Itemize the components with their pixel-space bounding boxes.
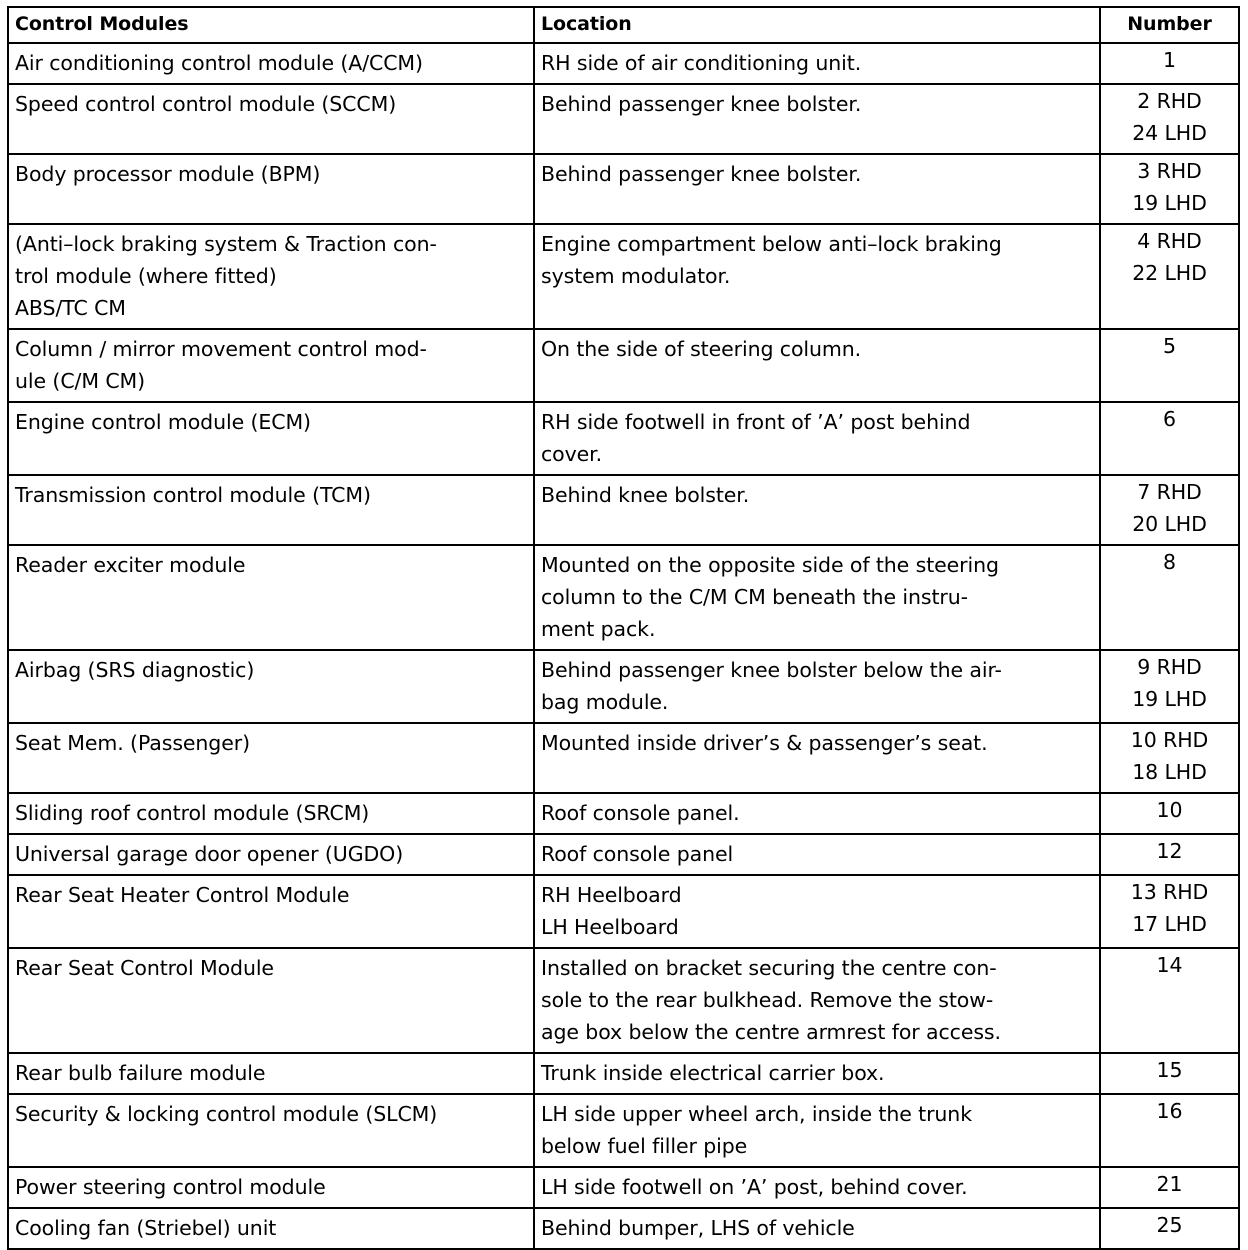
header-row: [8, 7, 1239, 43]
number-cell: [1100, 948, 1239, 1053]
module-cell-line: Transmission control module (TCM): [15, 483, 371, 507]
number-cell-line: 5: [1163, 334, 1176, 358]
number-cell: [1100, 1208, 1239, 1249]
location-cell-line: Behind passenger knee bolster below the air-: [541, 658, 1002, 682]
header-control-modules: Control Modules: [8, 7, 534, 43]
location-cell: [534, 84, 1100, 154]
module-cell-line: Body processor module (BPM): [15, 162, 321, 186]
module-cell-line: Rear Seat Control Module: [15, 956, 274, 980]
table-row: [8, 1167, 1239, 1208]
number-cell: [1100, 475, 1239, 545]
location-cell-line: sole to the rear bulkhead. Remove the stow-: [541, 988, 994, 1012]
location-cell-line: cover.: [541, 442, 603, 466]
module-cell: [8, 475, 534, 545]
number-cell: [1100, 43, 1239, 84]
module-cell: [8, 545, 534, 650]
module-cell: [8, 1053, 534, 1094]
module-cell: [8, 84, 534, 154]
location-cell-line: system modulator.: [541, 264, 731, 288]
location-cell-line: Behind passenger knee bolster.: [541, 162, 862, 186]
location-cell-line: RH Heelboard: [541, 883, 682, 907]
number-cell-line: 4 RHD: [1137, 229, 1202, 253]
table-row: [8, 1053, 1239, 1094]
module-cell: [8, 793, 534, 834]
location-cell-line: LH Heelboard: [541, 915, 679, 939]
number-cell-line: 19 LHD: [1132, 687, 1207, 711]
table-row: [8, 793, 1239, 834]
location-cell-line: Roof console panel.: [541, 801, 740, 825]
location-cell-line: LH side upper wheel arch, inside the trunk: [541, 1102, 972, 1126]
module-cell-line: ule (C/M CM): [15, 369, 146, 393]
number-cell-line: 20 LHD: [1132, 512, 1207, 536]
number-cell-line: 3 RHD: [1137, 159, 1202, 183]
module-cell: [8, 650, 534, 723]
module-cell-line: Sliding roof control module (SRCM): [15, 801, 370, 825]
location-cell: [534, 1167, 1100, 1208]
module-cell: [8, 1167, 534, 1208]
module-cell: [8, 875, 534, 948]
number-cell-line: 10: [1156, 798, 1183, 822]
table-row: [8, 875, 1239, 948]
location-cell-line: RH side of air conditioning unit.: [541, 51, 862, 75]
location-cell-line: below fuel filler pipe: [541, 1134, 748, 1158]
module-cell: [8, 329, 534, 402]
number-cell: [1100, 224, 1239, 329]
table-row: [8, 545, 1239, 650]
table-row: [8, 154, 1239, 224]
location-cell-line: Roof console panel: [541, 842, 734, 866]
number-cell-line: 15: [1156, 1058, 1183, 1082]
location-cell-line: Trunk inside electrical carrier box.: [541, 1061, 885, 1085]
location-cell: [534, 545, 1100, 650]
module-cell: [8, 723, 534, 793]
number-cell: [1100, 154, 1239, 224]
number-cell: [1100, 875, 1239, 948]
location-cell-line: LH side footwell on ’A’ post, behind cover.: [541, 1175, 968, 1199]
location-cell: [534, 875, 1100, 948]
header-number: Number: [1100, 7, 1239, 43]
number-cell-line: 12: [1156, 839, 1183, 863]
number-cell: [1100, 793, 1239, 834]
number-cell-line: 2 RHD: [1137, 89, 1202, 113]
module-cell-line: Security & locking control module (SLCM): [15, 1102, 438, 1126]
location-cell: [534, 650, 1100, 723]
location-cell: [534, 43, 1100, 84]
location-cell-line: RH side footwell in front of ’A’ post behind: [541, 410, 971, 434]
module-cell: [8, 834, 534, 875]
number-cell-line: 14: [1156, 953, 1183, 977]
module-cell: [8, 43, 534, 84]
module-cell-line: Airbag (SRS diagnostic): [15, 658, 255, 682]
control-modules-table: [7, 6, 1240, 1250]
number-cell-line: 16: [1156, 1099, 1183, 1123]
location-cell-line: Behind passenger knee bolster.: [541, 92, 862, 116]
location-cell-line: Mounted on the opposite side of the steering: [541, 553, 999, 577]
location-cell-line: Behind knee bolster.: [541, 483, 750, 507]
number-cell: [1100, 1094, 1239, 1167]
number-cell-line: 25: [1156, 1213, 1183, 1237]
location-cell: [534, 1208, 1100, 1249]
module-cell-line: ABS/TC CM: [15, 296, 126, 320]
location-cell: [534, 329, 1100, 402]
table-row: [8, 650, 1239, 723]
location-cell: [534, 1094, 1100, 1167]
module-cell: [8, 1208, 534, 1249]
location-cell: [534, 475, 1100, 545]
location-cell-line: Behind bumper, LHS of vehicle: [541, 1216, 855, 1240]
table-row: [8, 43, 1239, 84]
number-cell-line: 17 LHD: [1132, 912, 1207, 936]
number-cell: [1100, 1167, 1239, 1208]
number-cell-line: 10 RHD: [1130, 728, 1209, 752]
location-cell: [534, 1053, 1100, 1094]
module-cell-line: Engine control module (ECM): [15, 410, 311, 434]
location-cell: [534, 723, 1100, 793]
number-cell-line: 1: [1163, 48, 1176, 72]
location-cell: [534, 224, 1100, 329]
table-row: [8, 224, 1239, 329]
number-cell-line: 24 LHD: [1132, 121, 1207, 145]
location-cell-line: age box below the centre armrest for access.: [541, 1020, 1001, 1044]
location-cell-line: ment pack.: [541, 617, 656, 641]
number-cell: [1100, 834, 1239, 875]
table-row: [8, 948, 1239, 1053]
location-cell: [534, 154, 1100, 224]
module-cell-line: trol module (where fitted): [15, 264, 277, 288]
number-cell-line: 18 LHD: [1132, 760, 1207, 784]
number-cell: [1100, 1053, 1239, 1094]
module-cell-line: Seat Mem. (Passenger): [15, 731, 250, 755]
number-cell: [1100, 545, 1239, 650]
location-cell-line: column to the C/M CM beneath the instru-: [541, 585, 968, 609]
number-cell-line: 6: [1163, 407, 1176, 431]
table-row: [8, 723, 1239, 793]
table-body: [8, 43, 1239, 1249]
number-cell: [1100, 402, 1239, 475]
number-cell: [1100, 723, 1239, 793]
module-cell-line: Rear bulb failure module: [15, 1061, 266, 1085]
location-cell-line: Installed on bracket securing the centre con-: [541, 956, 997, 980]
table-row: [8, 329, 1239, 402]
table-row: [8, 1094, 1239, 1167]
number-cell-line: 7 RHD: [1137, 480, 1202, 504]
table-row: [8, 475, 1239, 545]
module-cell-line: Air conditioning control module (A/CCM): [15, 51, 423, 75]
number-cell: [1100, 84, 1239, 154]
number-cell: [1100, 329, 1239, 402]
module-cell: [8, 948, 534, 1053]
module-cell-line: Column / mirror movement control mod-: [15, 337, 427, 361]
number-cell: [1100, 650, 1239, 723]
module-cell-line: Reader exciter module: [15, 553, 246, 577]
module-cell-line: (Anti–lock braking system & Traction con-: [15, 232, 437, 256]
table-row: [8, 402, 1239, 475]
location-cell-line: Engine compartment below anti–lock braking: [541, 232, 1002, 256]
location-cell: [534, 834, 1100, 875]
module-cell-line: Universal garage door opener (UGDO): [15, 842, 404, 866]
table-row: [8, 834, 1239, 875]
location-cell: [534, 948, 1100, 1053]
number-cell-line: 8: [1163, 550, 1176, 574]
location-cell-line: bag module.: [541, 690, 669, 714]
location-cell: [534, 793, 1100, 834]
module-cell-line: Cooling fan (Striebel) unit: [15, 1216, 277, 1240]
number-cell-line: 13 RHD: [1130, 880, 1209, 904]
module-cell: [8, 1094, 534, 1167]
module-cell-line: Rear Seat Heater Control Module: [15, 883, 350, 907]
location-cell-line: On the side of steering column.: [541, 337, 862, 361]
location-cell-line: Mounted inside driver’s & passenger’s seat.: [541, 731, 988, 755]
number-cell-line: 19 LHD: [1132, 191, 1207, 215]
module-cell: [8, 224, 534, 329]
table-row: [8, 1208, 1239, 1249]
module-cell-line: Speed control control module (SCCM): [15, 92, 397, 116]
number-cell-line: 9 RHD: [1137, 655, 1202, 679]
number-cell-line: 22 LHD: [1132, 261, 1207, 285]
number-cell-line: 21: [1156, 1172, 1183, 1196]
table-row: [8, 84, 1239, 154]
module-cell: [8, 402, 534, 475]
header-location: Location: [534, 7, 1100, 43]
module-cell-line: Power steering control module: [15, 1175, 326, 1199]
module-cell: [8, 154, 534, 224]
location-cell: [534, 402, 1100, 475]
